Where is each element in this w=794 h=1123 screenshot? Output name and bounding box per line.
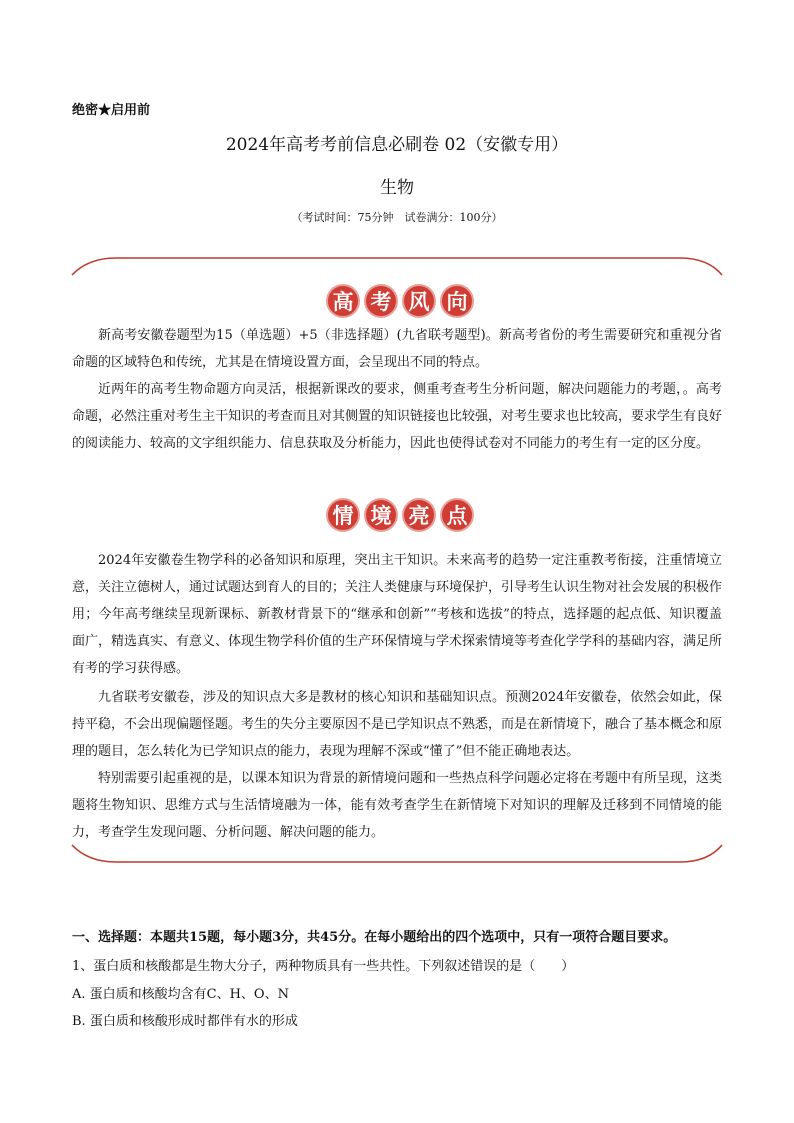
badge-char: 境 <box>364 498 398 532</box>
frame-top-arc <box>72 258 722 275</box>
section-heading: 一、选择题：本题共15题，每小题3分，共45分。在每小题给出的四个选项中，只有一项符合题目要求。 <box>72 930 677 945</box>
option-b: B. 蛋白质和核酸形成时都伴有水的形成 <box>72 1014 298 1029</box>
paragraph-new-situations: 特别需要引起重视的是，以课本知识为背景的新情境问题和一些热点科学问题必定将在考题中有所呈现，这类题将生物知识、思维方式与生活情境融为一体，能有效考查学生在新情境下对知识的理解及迁移到不同情境的能力，考查学生发现问题、分析问题、解决问题的能力。 <box>72 771 723 840</box>
subject-title: 生物 <box>380 178 414 198</box>
frame-bottom-arc <box>72 845 722 862</box>
paragraph-question-types: 新高考安徽卷题型为15（单选题）+5（非选择题）(九省联考题型)。新高考省份的考生需要研究和重视分省命题的区域特色和传统，尤其是在情境设置方面，会呈现出不同的特点。 <box>72 328 722 370</box>
exam-time-info: （考试时间：75分钟 试卷满分：100分） <box>291 211 503 224</box>
paragraph-core-knowledge: 2024年安徽卷生物学科的必备知识和原理，突出主干知识。未来高考的趋势一定注重教考衔接，注重情境立意，关注立德树人，通过试题达到育人的目的；关注人类健康与环境保护，引导考生认识生物对社会发展的积极作用；今年高考继续呈现新课标、新教材背景下的“继承和创新”“考核和选拔”的特点，选择题的起点低、知识覆盖面广，精选真实、有意义、体现生物学科价值的生产环保情境与学术探索情境等考查化学学科的基础内容，满足所有考的学习获得感。 <box>72 553 723 676</box>
badge-char: 情 <box>326 498 360 532</box>
option-a: A. 蛋白质和核酸均含有C、H、O、N <box>72 987 289 1002</box>
badge-char: 向 <box>440 284 474 318</box>
exam-title: 2024年高考考前信息必刷卷 02（安徽专用） <box>225 135 569 155</box>
question-stem: 1、蛋白质和核酸都是生物大分子，两种物质具有一些共性。下列叙述错误的是（ ） <box>72 959 575 974</box>
paragraph-direction: 近两年的高考生物命题方向灵活，根据新课改的要求，侧重考查考生分析问题，解决问题能力的考题，。高考命题，必然注重对考生主干知识的考查而且对其侧置的知识链接也比较强，对考生要求也比较高，要求学生有良好的阅读能力、较高的文字组织能力、信息获取及分析能力，因此也使得试卷对不同能力的考生有一定的区分度。 <box>72 382 723 451</box>
badge-char: 高 <box>326 284 360 318</box>
badge-char: 亮 <box>402 498 436 532</box>
badge-char: 风 <box>402 284 436 318</box>
confidential-label: 绝密★启用前 <box>72 103 151 118</box>
paragraph-joint-exam: 九省联考安徽卷，涉及的知识点大多是教材的核心知识和基础知识点。预测2024年安徽卷，依然会如此，保持平稳，不会出现偏题怪题。考生的失分主要原因不是已学知识点不熟悉，而是在新情境下，融合了基本概念和原理的题目，怎么转化为已学知识点的能力，表现为理解不深或“懂了”但不能正确地表达。 <box>72 690 723 759</box>
badge-highlights <box>326 498 474 532</box>
badge-char: 点 <box>440 498 474 532</box>
badge-gaokao-trend <box>326 284 474 318</box>
badge-char: 考 <box>364 284 398 318</box>
